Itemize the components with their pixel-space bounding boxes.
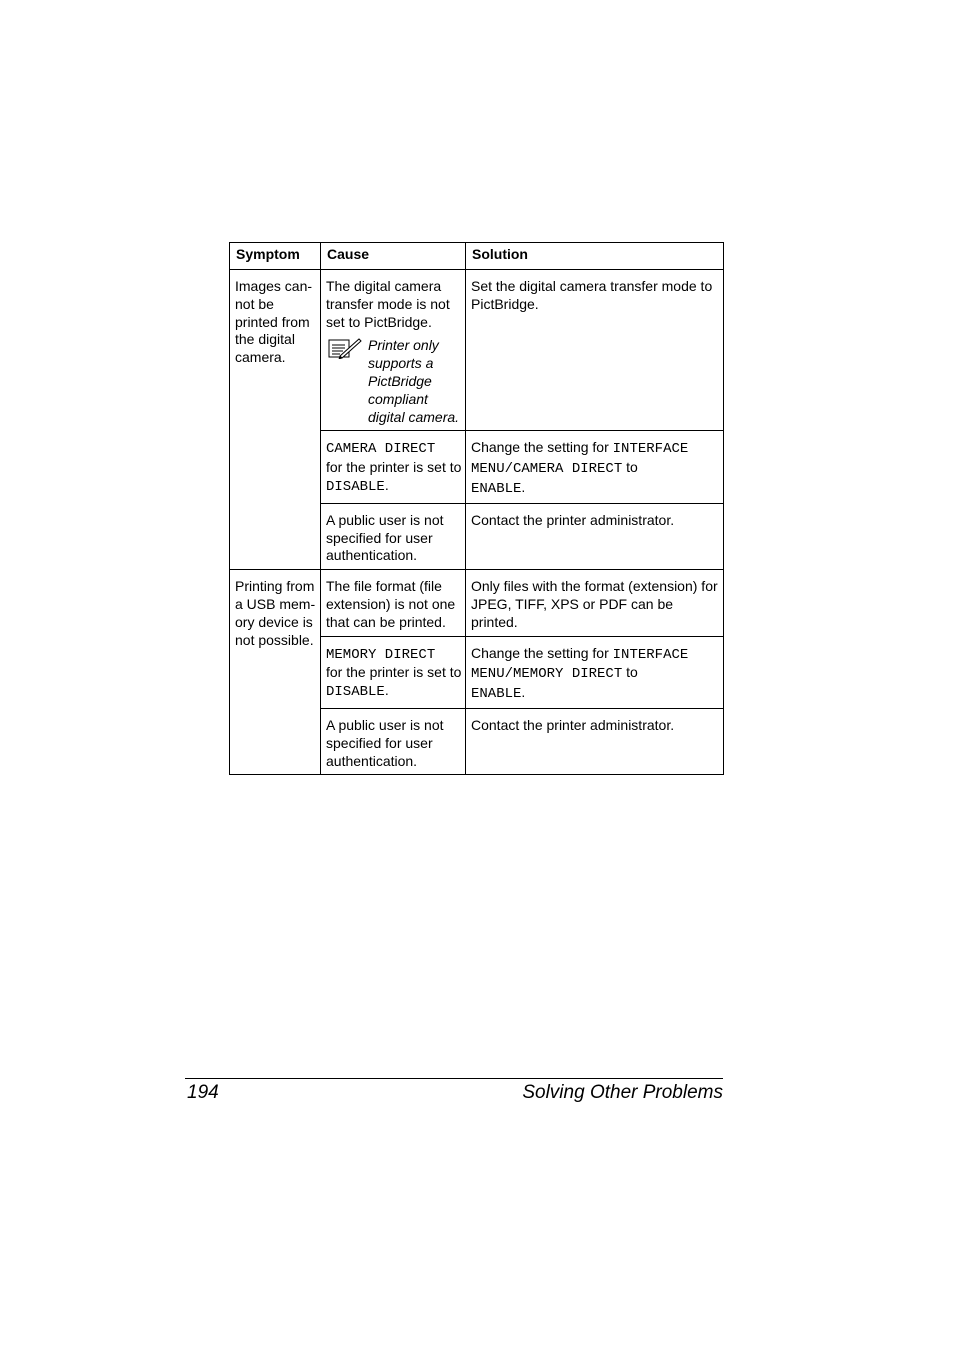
solution-text: to [626,664,638,681]
solution-text: Change the setting for [471,644,609,661]
cause-cell: A public user is not specified for user authentication. [321,708,466,774]
section-title: Solving Other Problems [522,1082,723,1103]
solution-cell: Contact the printer administrator. [466,708,724,774]
solution-text: Change the setting for [471,439,609,456]
cause-cell: CAMERA DIRECT for the printer is set to DISABLE. [321,431,466,503]
cause-cell: The file format (file extension) is not one that can be printed. [321,570,466,636]
page-number: 194 [187,1082,219,1103]
menu-path: MENU/MEMORY DIRECT [471,666,623,683]
cause-text: The digital camera transfer mode is not set to PictBridge. [326,278,450,330]
header-cause: Cause [321,243,466,270]
table-row [230,570,724,636]
setting-name: MEMORY DIRECT [326,646,436,663]
menu-name: INTERFACE [612,441,689,458]
cause-cell: MEMORY DIRECT for the printer is set to DISABLE. [321,636,466,708]
symptom-cell: Images can- not be printed from the digital camera. [230,270,321,570]
cause-text: for the printer is set to [326,664,462,681]
cause-text: for the printer is set to [326,459,462,476]
cause-cell [321,270,466,431]
solution-cell: Set the digital camera transfer mode to PictBridge. [466,270,724,431]
solution-cell: Only files with the format (extension) for JPEG, TIFF, XPS or PDF can be printed. [466,570,724,636]
header-symptom: Symptom [230,243,321,270]
cause-cell: A public user is not specified for user authentication. [321,503,466,569]
setting-value: DISABLE [326,684,385,701]
table-header-row [230,243,724,270]
setting-value: DISABLE [326,478,385,495]
note-text: Printer only supports a PictBridge compliant digital camera. [368,337,460,425]
solution-cell: Contact the printer administrator. [466,503,724,569]
menu-name: INTERFACE [612,646,689,663]
header-solution: Solution [466,243,724,270]
note-pencil-icon [328,337,362,359]
troubleshooting-table [229,242,724,775]
setting-value: ENABLE [471,480,522,497]
symptom-cell: Printing from a USB mem- ory device is not possible. [230,570,321,775]
solution-cell: Change the setting for INTERFACE MENU/MEMORY DIRECT to ENABLE. [466,636,724,708]
setting-name: CAMERA DIRECT [326,441,436,458]
note [326,337,462,426]
setting-value: ENABLE [471,686,522,703]
solution-text: to [626,459,638,476]
solution-cell: Change the setting for INTERFACE MENU/CAMERA DIRECT to ENABLE. [466,431,724,503]
table-row [230,270,724,431]
footer-divider [185,1078,723,1079]
menu-path: MENU/CAMERA DIRECT [471,461,623,478]
